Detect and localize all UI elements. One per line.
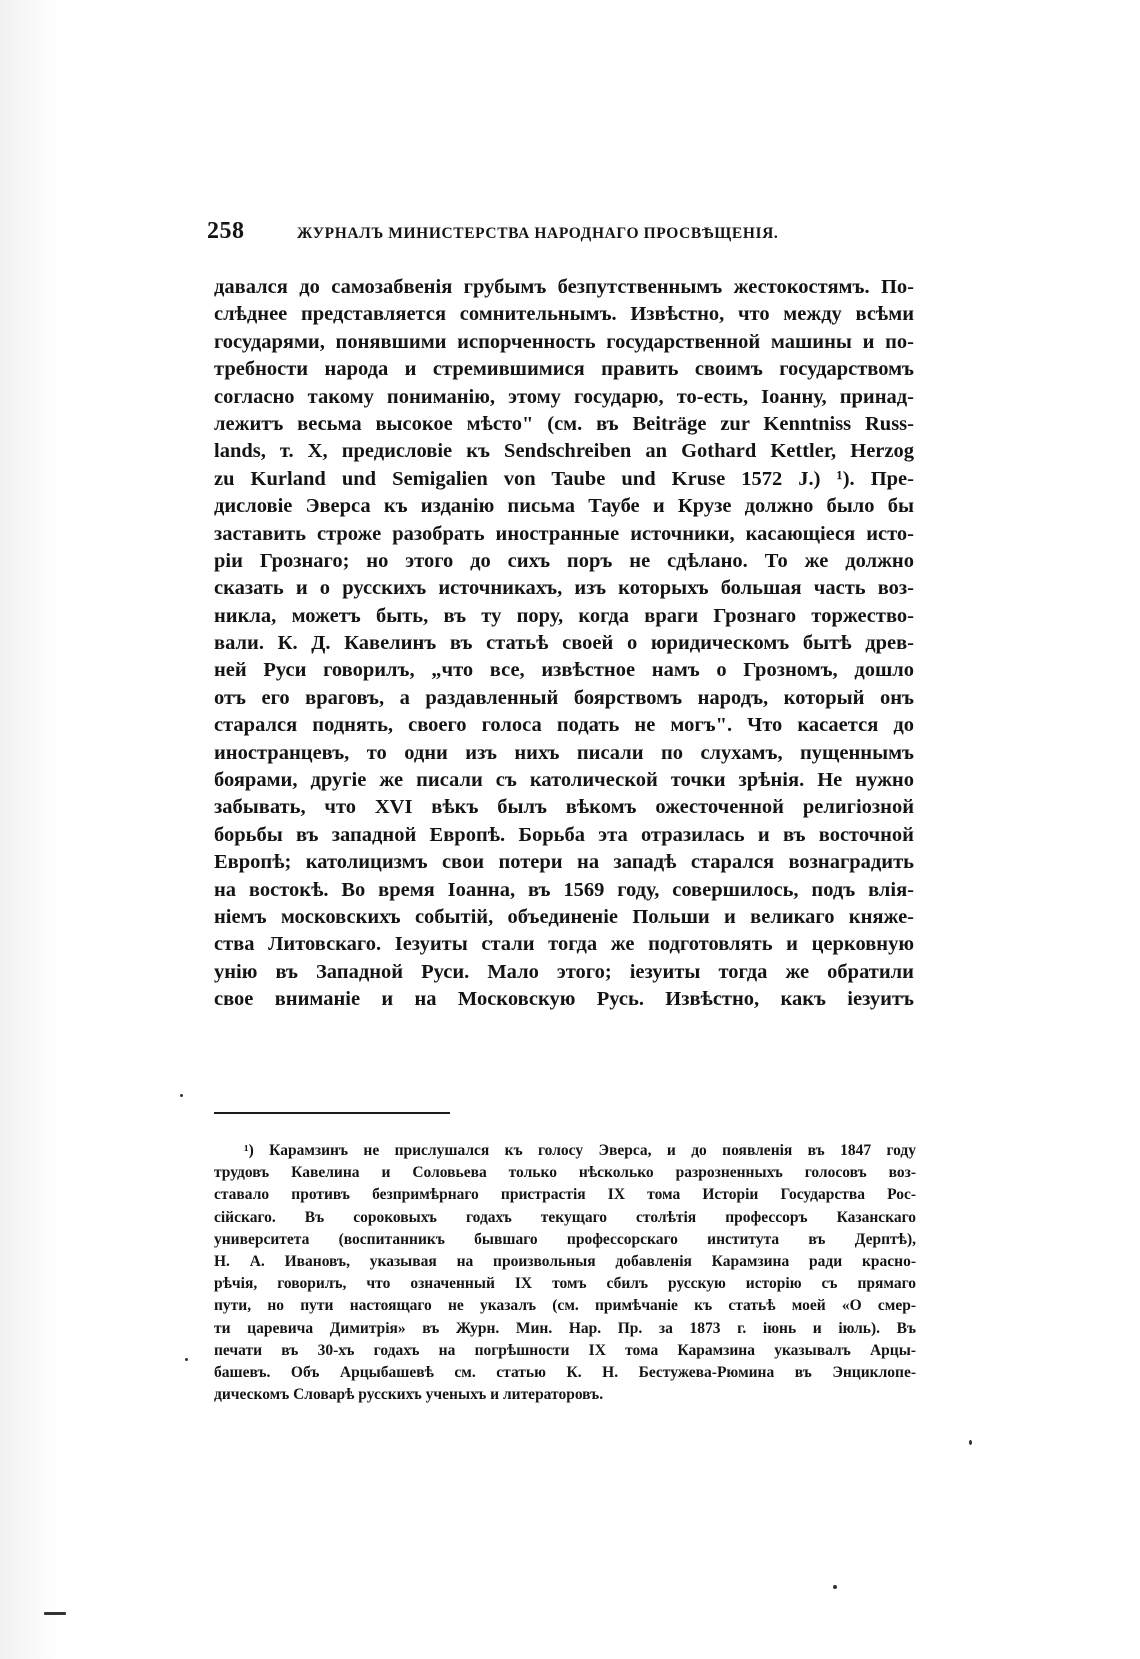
text-line: сказать и о русскихъ источникахъ, изъ которыхъ большая часть воз- (214, 577, 914, 600)
footnote-line: Н. А. Ивановъ, указывая на произвольныя добавленія Карамзина ради красно- (214, 1252, 916, 1270)
text-line: унію въ Западной Руси. Мало этого; іезуиты тогда же обратили (214, 960, 914, 983)
footnote-line: университета (воспитанникъ бывшаго профессорскаго института въ Дерптѣ), (214, 1230, 916, 1248)
footnote-line: рѣчія, говорилъ, что означенный IX томъ сбилъ русскую исторію съ прямаго (214, 1275, 916, 1293)
footnote-line: пути, но пути настоящаго не указалъ (см. примѣчаніе къ статьѣ моей «О смер- (214, 1297, 916, 1315)
footnote-line: дическомъ Словарѣ русскихъ ученыхъ и литераторовъ. (214, 1386, 604, 1404)
footnote-line: печати въ 30-хъ годахъ на погрѣшности IX тома Карамзина указывалъ Арцы- (214, 1341, 916, 1359)
footnote-line: ¹) Карамзинъ не прислушался къ голосу Эверса, и до появленія въ 1847 году (244, 1142, 916, 1159)
text-line: никла, можетъ быть, въ ту пору, когда враги Грознаго торжество- (214, 604, 914, 627)
running-head: ЖУРНАЛЪ МИНИСТЕРСТВА НАРОДНАГО ПРОСВѢЩЕНІЯ. (297, 225, 779, 242)
footnote-rule (214, 1112, 450, 1114)
text-line: требности народа и стремившимися править своимъ государствомъ (214, 358, 914, 381)
text-line: заставить строже разобрать иностранные источники, касающіеся исто- (214, 522, 914, 545)
scan-speck (969, 1440, 972, 1445)
text-line: лежитъ весьма высокое мѣсто" (см. въ Beiträge zur Kenntniss Russ- (214, 412, 914, 435)
text-line: забывать, что XVI вѣкъ былъ вѣкомъ ожесточенной религіозной (214, 796, 914, 819)
scan-speck (180, 1094, 183, 1097)
text-line: ства Литовскаго. Іезуиты стали тогда же подготовлять и церковную (214, 933, 914, 956)
text-line: на востокѣ. Во время Іоанна, въ 1569 году, совершилось, подъ влія- (214, 878, 914, 901)
text-line: иностранцевъ, то одни изъ нихъ писали по слухамъ, пущеннымъ (214, 741, 914, 764)
text-line: свое вниманіе и на Московскую Русь. Извѣстно, какъ іезуитъ (214, 988, 914, 1011)
scan-speck (833, 1585, 837, 1589)
text-line: слѣднее представляется сомнительнымъ. Извѣстно, что между всѣми (214, 303, 914, 326)
text-line: zu Kurland und Semigalien von Taube und Kruse 1572 J.) ¹). Пре- (214, 467, 914, 490)
scan-speck (44, 1612, 66, 1615)
text-line: ріи Грознаго; но этого до сихъ поръ не сдѣлано. То же должно (214, 549, 914, 572)
scan-speck (185, 1358, 188, 1361)
footnote-line: сійскаго. Въ сороковыхъ годахъ текущаго столѣтія профессоръ Казанскаго (214, 1208, 916, 1226)
text-line: боярами, другіе же писали съ католической точки зрѣнія. Не нужно (214, 769, 914, 792)
text-line: lands, т. X, предисловіе къ Sendschreiben an Gothard Kettler, Herzog (214, 440, 914, 463)
text-line: старался поднять, своего голоса подать не могъ". Что касается до (214, 714, 914, 737)
page-number: 258 (207, 218, 245, 244)
page-header (207, 218, 857, 254)
text-line: ней Руси говорилъ, „что все, извѣстное намъ о Грозномъ, дошло (214, 659, 914, 682)
text-line: государями, понявшими испорченность государственной машины и по- (214, 330, 914, 353)
text-line: вали. К. Д. Кавелинъ въ статьѣ своей о юридическомъ бытѣ древ- (214, 632, 914, 655)
text-line: отъ его враговъ, а раздавленный боярствомъ народъ, который онъ (214, 686, 914, 709)
footnote-line: ставало противъ безпримѣрнаго пристрастія IX тома Исторіи Государства Рос- (214, 1186, 916, 1204)
text-line: согласно такому пониманію, этому государю, то-есть, Іоанну, принад- (214, 385, 914, 408)
text-line: ніемъ московскихъ событій, объединеніе Польши и великаго княже- (214, 905, 914, 928)
footnote (214, 1140, 916, 1406)
page-edge-shadow (0, 0, 58, 1659)
footnote-line: ти царевича Димитрія» въ Журн. Мин. Нар. Пр. за 1873 г. іюнь и іюль). Въ (214, 1319, 916, 1337)
text-line: Европѣ; католицизмъ свои потери на западѣ старался вознаградить (214, 851, 914, 874)
text-line: борьбы въ западной Европѣ. Борьба эта отразилась и въ восточной (214, 823, 914, 846)
text-line: давался до самозабвенія грубымъ безпутственнымъ жестокостямъ. По- (214, 276, 914, 298)
text-line: дисловіе Эверса къ изданію письма Таубе и Крузе должно было бы (214, 495, 914, 518)
main-text (214, 274, 914, 1014)
footnote-line: трудовъ Кавелина и Соловьева только нѣсколько разрозненныхъ голосовъ воз- (214, 1164, 916, 1182)
footnote-line: башевъ. Объ Арцыбашевѣ см. статью К. Н. Бестужева-Рюмина въ Энциклопе- (214, 1363, 916, 1381)
